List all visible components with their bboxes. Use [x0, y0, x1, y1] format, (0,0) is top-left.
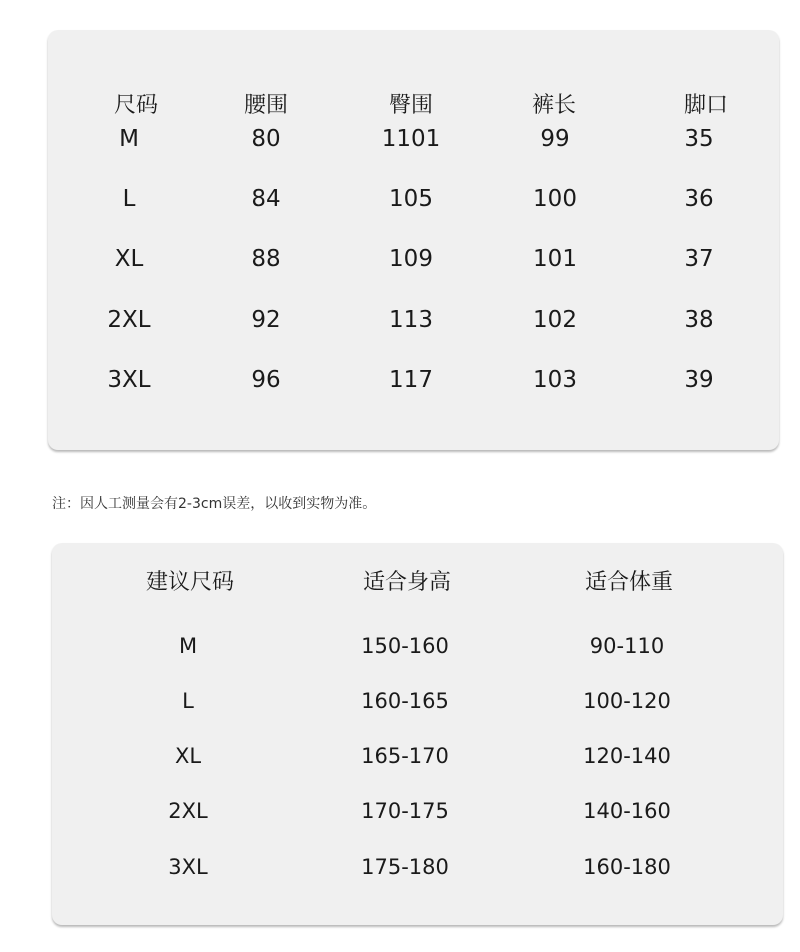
leg-opening-cell: 38: [684, 307, 714, 333]
header-waist: 腰围: [243, 93, 288, 118]
height-cell: 150-160: [361, 634, 449, 658]
header-suitable-weight: 适合体重: [584, 570, 673, 595]
leg-opening-cell: 37: [684, 246, 714, 272]
table-row: [52, 681, 783, 721]
weight-cell: 120-140: [583, 744, 671, 768]
header-pants-length: 裤长: [531, 93, 576, 118]
table-row: [48, 300, 779, 340]
size-cell: XL: [114, 246, 144, 272]
leg-opening-cell: 39: [684, 367, 714, 393]
hip-cell: 105: [389, 186, 433, 212]
size-cell: 3XL: [168, 855, 208, 879]
waist-cell: 84: [251, 186, 281, 212]
weight-cell: 140-160: [583, 799, 671, 823]
height-cell: 175-180: [361, 855, 449, 879]
measurement-note: 注：因人工测量会有2-3cm误差，以收到实物为准。: [52, 496, 377, 512]
waist-cell: 80: [251, 126, 281, 152]
leg-opening-cell: 35: [684, 126, 714, 152]
header-leg-opening: 脚口: [683, 93, 728, 118]
length-cell: 99: [540, 126, 570, 152]
waist-cell: 96: [251, 367, 281, 393]
height-cell: 165-170: [361, 744, 449, 768]
size-cell: L: [182, 689, 194, 713]
table-row: [48, 360, 779, 400]
header-hip: 臀围: [388, 93, 433, 118]
header-suitable-height: 适合身高: [362, 570, 451, 595]
size-cell: M: [178, 634, 198, 658]
waist-cell: 92: [251, 307, 281, 333]
table-row: [52, 847, 783, 887]
hip-cell: 117: [389, 367, 433, 393]
size-chart-card: [48, 30, 779, 450]
weight-cell: 90-110: [589, 634, 665, 658]
header-size: 尺码: [113, 93, 158, 118]
table-row: [48, 179, 779, 219]
length-cell: 103: [533, 367, 577, 393]
weight-cell: 160-180: [583, 855, 671, 879]
size-cell: 2XL: [168, 799, 208, 823]
length-cell: 102: [533, 307, 577, 333]
waist-cell: 88: [251, 246, 281, 272]
recommendation-header-row: [52, 563, 783, 603]
size-cell: 2XL: [107, 307, 151, 333]
table-row: [48, 239, 779, 279]
table-row: [52, 791, 783, 831]
table-row: [52, 626, 783, 666]
table-row: [48, 119, 779, 159]
size-cell: XL: [174, 744, 202, 768]
length-cell: 101: [533, 246, 577, 272]
hip-cell: 1101: [381, 126, 441, 152]
size-cell: 3XL: [107, 367, 151, 393]
hip-cell: 113: [389, 307, 433, 333]
length-cell: 100: [533, 186, 577, 212]
height-cell: 170-175: [361, 799, 449, 823]
leg-opening-cell: 36: [684, 186, 714, 212]
weight-cell: 100-120: [583, 689, 671, 713]
size-cell: M: [119, 126, 139, 152]
table-row: [52, 736, 783, 776]
size-recommendation-card: [52, 543, 783, 925]
header-recommended-size: 建议尺码: [145, 570, 234, 595]
height-cell: 160-165: [361, 689, 449, 713]
size-cell: L: [122, 186, 136, 212]
hip-cell: 109: [389, 246, 433, 272]
